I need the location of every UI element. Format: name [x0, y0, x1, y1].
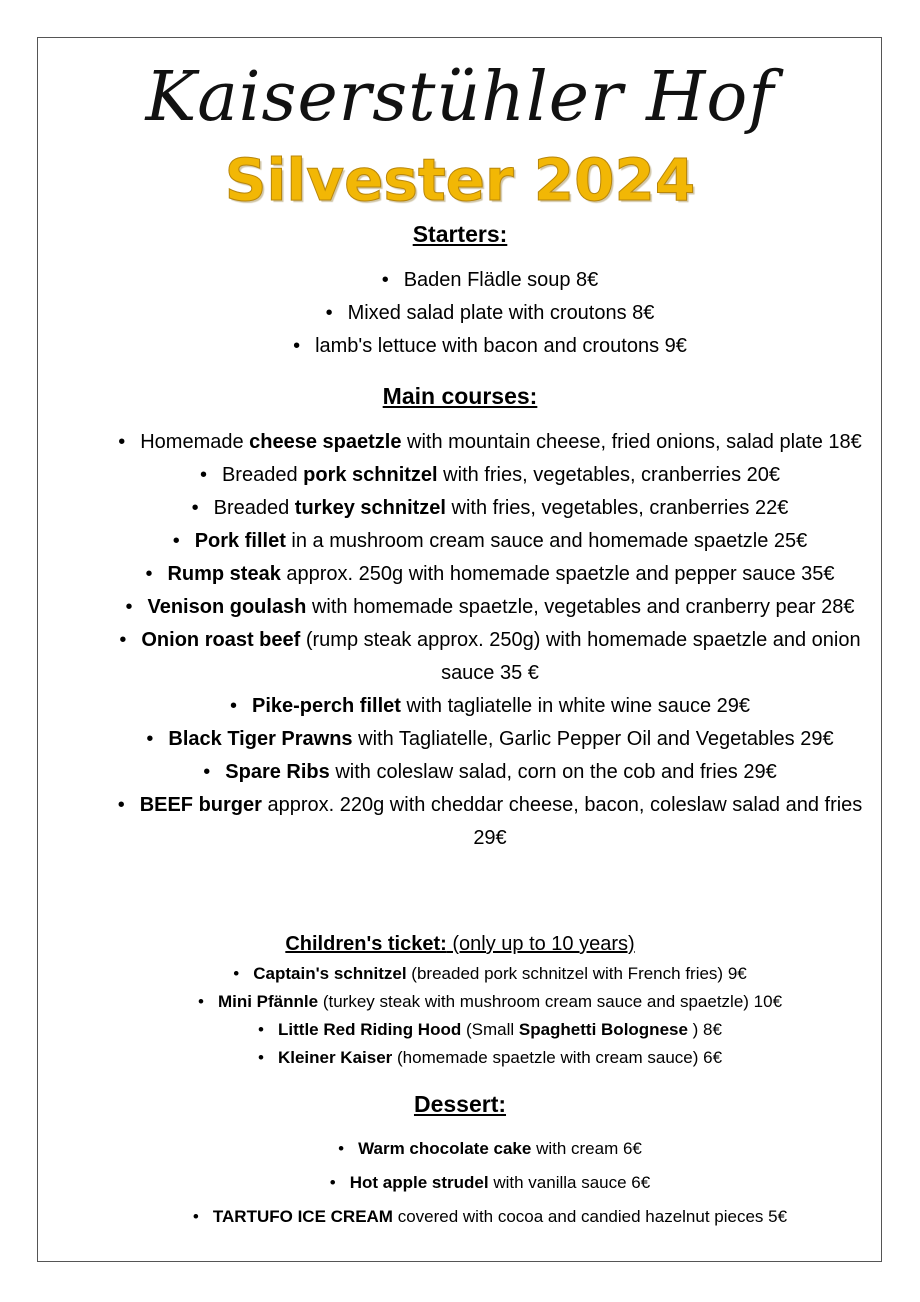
list-item: • Spare Ribs with coleslaw salad, corn on the cob and fries 29€ [110, 756, 870, 789]
children-heading: Children's ticket: (only up to 10 years) [285, 933, 635, 955]
list-item: • Pork fillet in a mushroom cream sauce and homemade spaetzle 25€ [110, 525, 870, 558]
event-title: Silvester 2024 [224, 146, 696, 214]
list-item: • Hot apple strudel with vanilla sauce 6€ [90, 1166, 890, 1200]
dessert-list [90, 1132, 890, 1234]
list-item: • lamb's lettuce with bacon and croutons 9€ [90, 330, 890, 363]
list-item: • Baden Flädle soup 8€ [90, 264, 890, 297]
bullet-icon: • [203, 761, 211, 783]
list-item: • Black Tiger Prawns with Tagliatelle, Garlic Pepper Oil and Vegetables 29€ [110, 723, 870, 756]
bullet-icon: • [229, 695, 237, 717]
children-list [90, 960, 890, 1072]
main-courses-list [110, 426, 870, 855]
list-item: • Venison goulash with homemade spaetzle, vegetables and cranberry pear 28€ [110, 591, 870, 624]
list-item: • Breaded pork schnitzel with fries, vegetables, cranberries 20€ [110, 459, 870, 492]
bullet-icon: • [125, 596, 133, 618]
bullet-icon: • [325, 302, 333, 324]
bullet-icon: • [258, 1020, 264, 1039]
bullet-icon: • [146, 728, 154, 750]
bullet-icon: • [119, 629, 127, 651]
restaurant-name: Kaiserstühler Hof [145, 58, 775, 137]
list-item: • Rump steak approx. 250g with homemade spaetzle and pepper sauce 35€ [110, 558, 870, 591]
bullet-icon: • [145, 563, 153, 585]
bullet-icon: • [293, 335, 301, 357]
main-courses-heading: Main courses: [382, 383, 538, 409]
list-item: • Onion roast beef (rump steak approx. 250g) with homemade spaetzle and onion sauce 35 € [110, 624, 870, 690]
bullet-icon: • [118, 431, 126, 453]
bullet-icon: • [117, 794, 125, 816]
list-item: • Warm chocolate cake with cream 6€ [90, 1132, 890, 1166]
list-item: • BEEF burger approx. 220g with cheddar cheese, bacon, coleslaw salad and fries 29€ [110, 789, 870, 855]
list-item: • Little Red Riding Hood (Small Spaghetti Bolognese ) 8€ [90, 1016, 890, 1044]
list-item: • Kleiner Kaiser (homemade spaetzle with cream sauce) 6€ [90, 1044, 890, 1072]
list-item: • Breaded turkey schnitzel with fries, vegetables, cranberries 22€ [110, 492, 870, 525]
bullet-icon: • [172, 530, 180, 552]
bullet-icon: • [199, 464, 207, 486]
bullet-icon: • [338, 1139, 345, 1158]
list-item: • Mixed salad plate with croutons 8€ [90, 297, 890, 330]
bullet-icon: • [191, 497, 199, 519]
bullet-icon: • [381, 269, 389, 291]
list-item: • Pike-perch fillet with tagliatelle in white wine sauce 29€ [110, 690, 870, 723]
bullet-icon: • [329, 1173, 336, 1192]
bullet-icon: • [192, 1207, 199, 1226]
bullet-icon: • [257, 1048, 264, 1067]
bullet-icon: • [197, 992, 204, 1011]
bullet-icon: • [233, 964, 240, 983]
list-item: • Mini Pfännle (turkey steak with mushroom cream sauce and spaetzle) 10€ [90, 988, 890, 1016]
list-item: • TARTUFO ICE CREAM covered with cocoa and candied hazelnut pieces 5€ [90, 1200, 890, 1234]
starters-heading: Starters: [412, 221, 508, 247]
dessert-heading: Dessert: [413, 1091, 507, 1117]
starters-list [90, 264, 890, 363]
list-item: • Homemade cheese spaetzle with mountain cheese, fried onions, salad plate 18€ [110, 426, 870, 459]
list-item: • Captain's schnitzel (breaded pork schnitzel with French fries) 9€ [90, 960, 890, 988]
